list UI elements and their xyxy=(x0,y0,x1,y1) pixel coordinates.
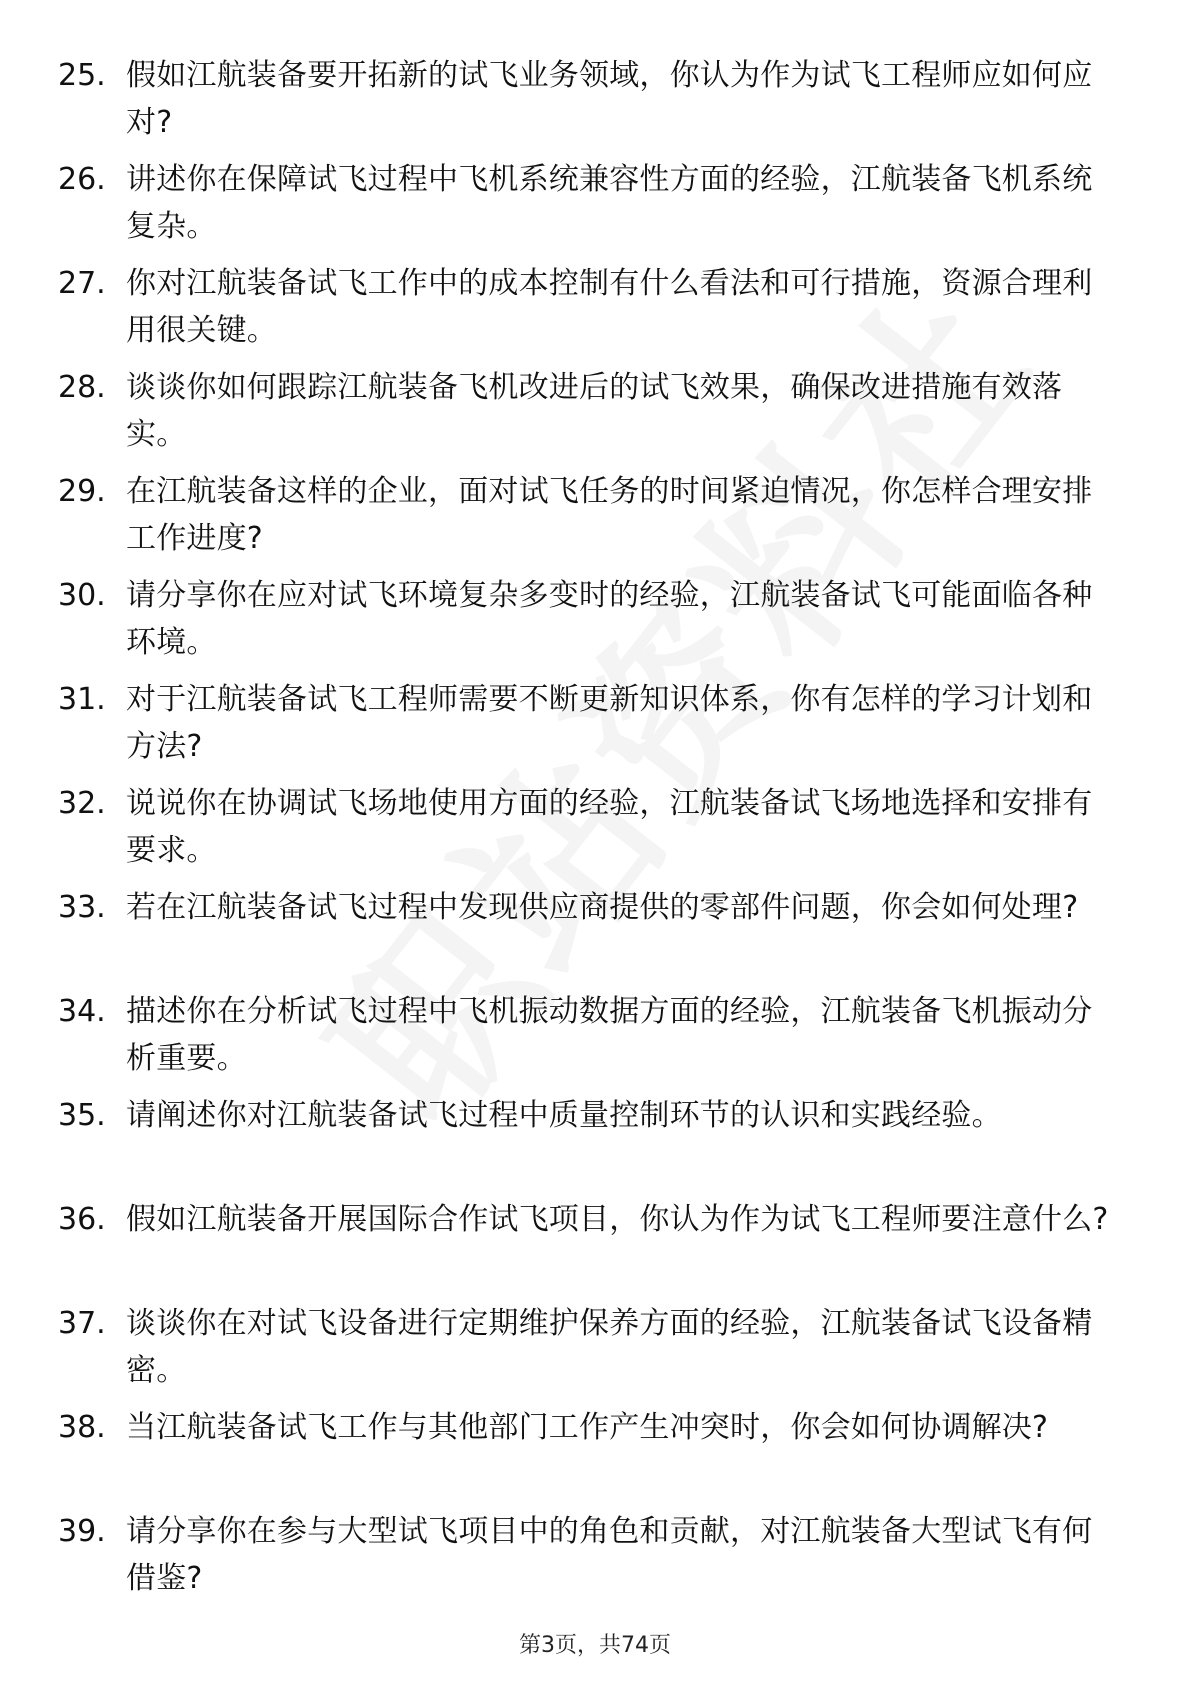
question-text: 讲述你在保障试飞过程中飞机系统兼容性方面的经验，江航装备飞机系统复杂。 xyxy=(126,162,1093,244)
question-number: 29. xyxy=(58,474,106,509)
question-number: 25. xyxy=(58,58,106,93)
question-text: 当江航装备试飞工作与其他部门工作产生冲突时，你会如何协调解决? xyxy=(126,1410,1049,1445)
question-item xyxy=(58,884,1118,988)
question-text: 你对江航装备试飞工作中的成本控制有什么看法和可行措施，资源合理利用很关键。 xyxy=(126,266,1093,348)
question-item xyxy=(58,260,1118,364)
question-text: 若在江航装备试飞过程中发现供应商提供的零部件问题，你会如何处理? xyxy=(126,890,1079,925)
question-item xyxy=(58,364,1118,468)
question-number: 37. xyxy=(58,1306,106,1341)
question-text: 请分享你在参与大型试飞项目中的角色和贡献，对江航装备大型试飞有何借鉴? xyxy=(126,1514,1093,1596)
question-number: 34. xyxy=(58,994,106,1029)
question-text: 谈谈你在对试飞设备进行定期维护保养方面的经验，江航装备试飞设备精密。 xyxy=(126,1306,1093,1388)
question-item xyxy=(58,676,1118,780)
question-text: 描述你在分析试飞过程中飞机振动数据方面的经验，江航装备飞机振动分析重要。 xyxy=(126,994,1093,1076)
question-number: 31. xyxy=(58,682,106,717)
question-item xyxy=(58,1300,1118,1404)
question-item xyxy=(58,1196,1118,1300)
question-item xyxy=(58,572,1118,676)
page-footer: 第3页，共74页 xyxy=(519,1633,671,1658)
question-text: 请分享你在应对试飞环境复杂多变时的经验，江航装备试飞可能面临各种环境。 xyxy=(126,578,1093,660)
question-text: 在江航装备这样的企业，面对试飞任务的时间紧迫情况，你怎样合理安排工作进度? xyxy=(126,474,1093,556)
question-number: 27. xyxy=(58,266,106,301)
question-text: 假如江航装备开展国际合作试飞项目，你认为作为试飞工程师要注意什么? xyxy=(126,1202,1109,1237)
question-item xyxy=(58,1508,1118,1612)
question-number: 32. xyxy=(58,786,106,821)
question-item xyxy=(58,1404,1118,1508)
question-number: 28. xyxy=(58,370,106,405)
question-number: 39. xyxy=(58,1514,106,1549)
question-text: 谈谈你如何跟踪江航装备飞机改进后的试飞效果，确保改进措施有效落实。 xyxy=(126,370,1063,452)
question-item xyxy=(58,156,1118,260)
question-number: 33. xyxy=(58,890,106,925)
question-number: 30. xyxy=(58,578,106,613)
question-item xyxy=(58,52,1118,156)
question-list xyxy=(58,52,1118,1612)
question-item xyxy=(58,780,1118,884)
question-number: 26. xyxy=(58,162,106,197)
question-text: 对于江航装备试飞工程师需要不断更新知识体系，你有怎样的学习计划和方法? xyxy=(126,682,1093,764)
question-item xyxy=(58,468,1118,572)
question-number: 36. xyxy=(58,1202,106,1237)
question-text: 请阐述你对江航装备试飞过程中质量控制环节的认识和实践经验。 xyxy=(126,1098,1002,1133)
question-item xyxy=(58,988,1118,1092)
question-item xyxy=(58,1092,1118,1196)
question-text: 说说你在协调试飞场地使用方面的经验，江航装备试飞场地选择和安排有要求。 xyxy=(126,786,1093,868)
question-number: 38. xyxy=(58,1410,106,1445)
question-text: 假如江航装备要开拓新的试飞业务领域，你认为作为试飞工程师应如何应对? xyxy=(126,58,1093,140)
question-number: 35. xyxy=(58,1098,106,1133)
